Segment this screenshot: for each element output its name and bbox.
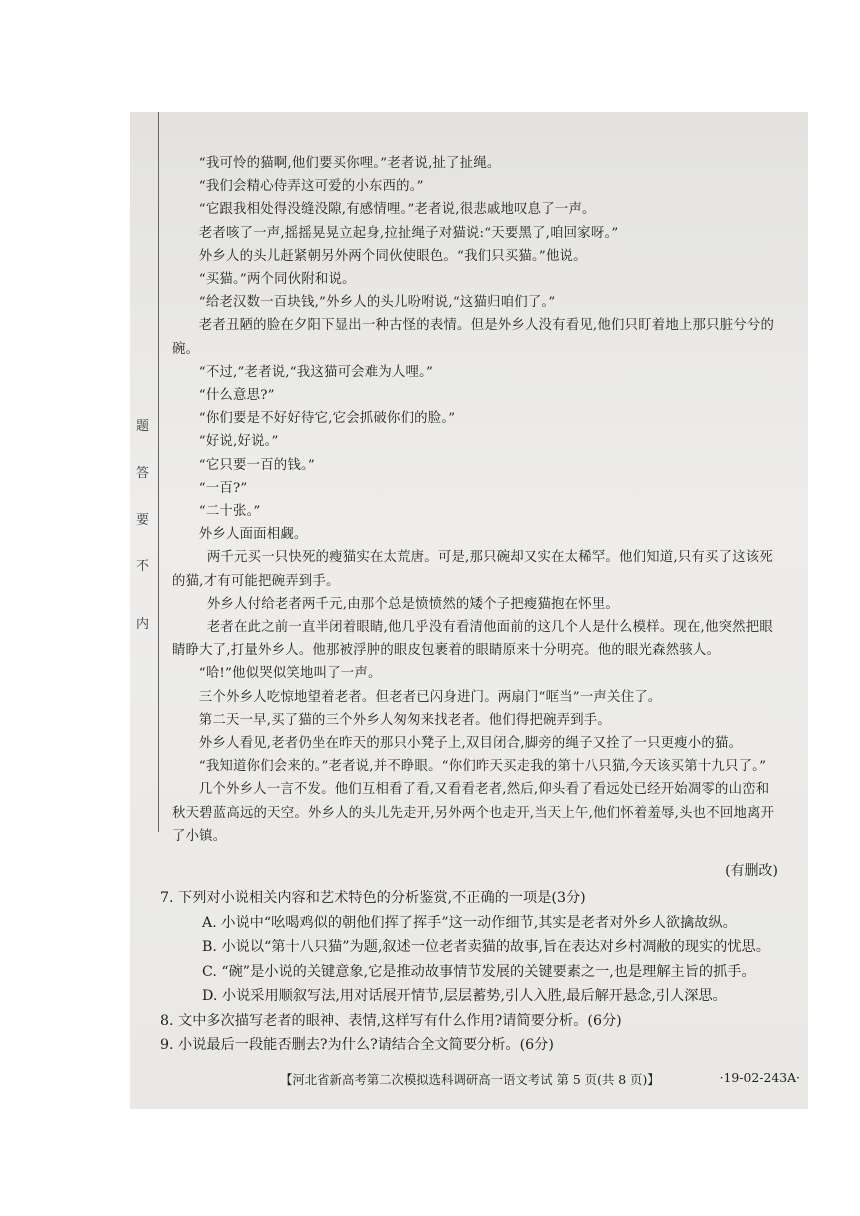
- story-paragraph: “你们要是不好好待它,它会抓破你们的脸。”: [198, 411, 456, 427]
- story-paragraph: 两千元买一只快死的瘦猫实在太荒唐。可是,那只碗却又实在太稀罕。他们知道,只有买了这该死的猫,才有可能把碗弄到手。: [172, 550, 773, 589]
- story-paragraph: “我可怜的猫啊,他们要买你哩。”老者说,扯了扯绳。: [198, 156, 501, 171]
- story-paragraph: “不过,”老者说,“我这猫可会难为人哩。”: [198, 364, 434, 380]
- exam-page: [130, 112, 808, 1109]
- story-paragraph: “一百?”: [198, 480, 248, 496]
- margin-char: 不: [136, 559, 150, 574]
- story-paragraph: 三个外乡人吃惊地望着老者。但老者已闪身进门。两扇门“哐当”一声关住了。: [198, 689, 662, 705]
- question-8: 8. 文中多次描写老者的眼神、表情,这样写有什么作用?请简要分析。(6分): [160, 1012, 622, 1029]
- revision-note: (有删改): [725, 863, 778, 879]
- story-paragraph: “我知道你们会来的。”老者说,并不睁眼。“你们昨天买走我的第十八只猫,今天该买第十九只了。”: [198, 759, 767, 775]
- story-paragraph: “它跟我相处得没缝没隙,有感情哩。”老者说,很悲戚地叹息了一声。: [198, 202, 596, 218]
- story-paragraph: 老者咳了一声,摇摇晃晃立起身,拉扯绳子对猫说:“天要黑了,咱回家呀。”: [198, 225, 619, 241]
- question-7-stem: 7. 下列对小说相关内容和艺术特色的分析鉴赏,不正确的一项是(3分): [160, 890, 586, 906]
- question-section: [160, 886, 800, 1058]
- story-paragraph: “给老汉数一百块钱,”外乡人的头儿吩咐说,“这猫归咱们了。”: [198, 295, 556, 311]
- exam-title: 【河北省新高考第二次模拟选科调研高一语文考试 第 5 页(共 8 页)】: [280, 1072, 660, 1087]
- page-footer: [280, 1070, 800, 1088]
- margin-char: 内: [136, 617, 150, 632]
- story-paragraph: 老者在此之前一直半闭着眼睛,他几乎没有看清他面前的这几个人是什么模样。现在,他突然把眼睛睁大了,打量外乡人。他那被浮肿的眼皮包裹着的眼睛原来十分明亮。他的眼光森然骇人。: [172, 620, 773, 659]
- question-7-option-c: C. “碗”是小说的关键意象,它是推动故事情节发展的关键要素之一,也是理解主旨的抓手。: [202, 963, 756, 980]
- story-paragraph: “什么意思?”: [198, 388, 275, 404]
- story-paragraph: 外乡人看见,老者仍坐在昨天的那只小凳子上,双目闭合,脚旁的绳子又拴了一只更瘦小的猫。: [198, 736, 743, 752]
- margin-char: 题: [136, 419, 150, 434]
- story-paragraph: “我们会精心侍弄这可爱的小东西的。”: [198, 179, 424, 195]
- story-paragraph: “二十张。”: [198, 504, 261, 520]
- binding-margin-line: [158, 112, 159, 832]
- story-text: [172, 152, 782, 848]
- story-paragraph: “买猫。”两个同伙附和说。: [198, 272, 356, 288]
- story-paragraph: “哈!”他似哭似笑地叫了一声。: [198, 666, 382, 682]
- question-7-option-b: B. 小说以“第十八只猫”为题,叙述一位老者卖猫的故事,旨在表达对乡村凋敝的现实的忧思。: [202, 939, 770, 955]
- margin-char: 答: [136, 466, 150, 481]
- exam-code: ·19-02-243A·: [719, 1070, 800, 1085]
- story-paragraph: “它只要一百的钱。”: [198, 457, 315, 473]
- story-paragraph: 外乡人面面相觑。: [198, 527, 308, 543]
- story-paragraph: 几个外乡人一言不发。他们互相看了看,又看看老者,然后,仰头看了看远处已经开始凋零的山峦和秋天碧蓝高远的天空。外乡人的头儿先走开,另外两个也走开,当天上午,他们怀着羞辱,头也不回地离开了小镇。: [172, 782, 775, 844]
- story-paragraph: 老者丑陋的脸在夕阳下显出一种古怪的表情。但是外乡人没有看见,他们只盯着地上那只脏兮兮的碗。: [172, 318, 775, 357]
- question-7-option-d: D. 小说采用顺叙写法,用对话展开情节,层层蓄势,引人入胜,最后解开悬念,引人深思。: [202, 988, 727, 1004]
- question-9: 9. 小说最后一段能否删去?为什么?请结合全文简要分析。(6分): [160, 1037, 554, 1053]
- story-paragraph: 外乡人的头儿赶紧朝另外两个同伙使眼色。“我们只买猫。”他说。: [198, 248, 587, 264]
- question-7-option-a: A. 小说中“吆喝鸡似的朝他们挥了挥手”这一动作细节,其实是老者对外乡人欲擒故纵。: [202, 914, 737, 931]
- story-paragraph: 第二天一早,买了猫的三个外乡人匆匆来找老者。他们得把碗弄到手。: [198, 712, 611, 728]
- story-paragraph: 外乡人付给老者两千元,由那个总是愤愤然的矮个子把瘦猫抱在怀里。: [206, 596, 620, 612]
- margin-char: 要: [136, 513, 150, 528]
- story-paragraph: “好说,好说。”: [198, 434, 279, 450]
